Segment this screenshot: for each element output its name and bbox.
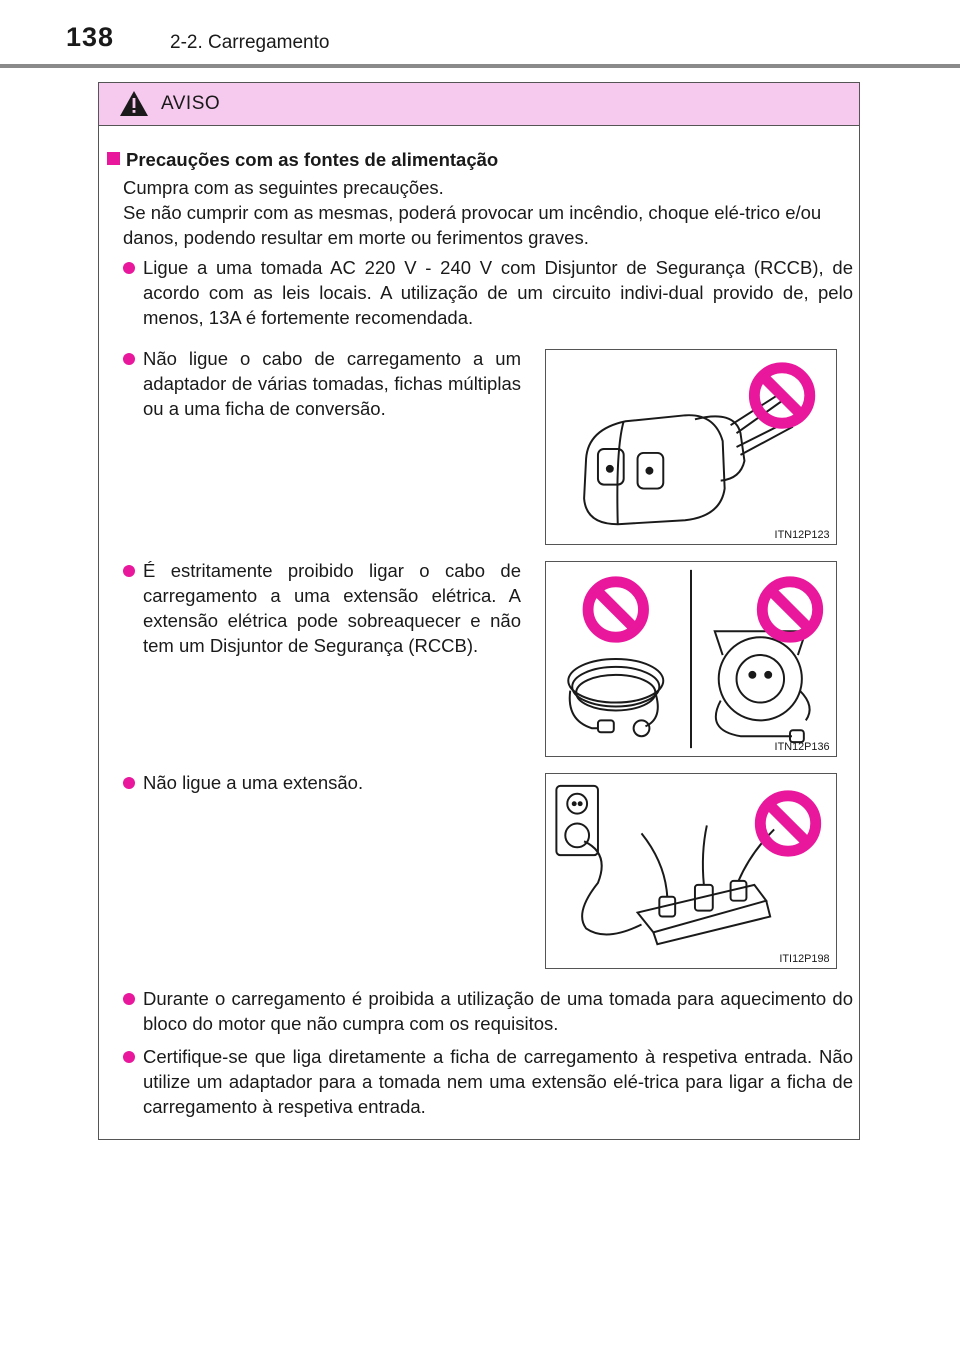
intro-line: Cumpra com as seguintes precauções.: [123, 177, 444, 198]
figure-extension-cord: [545, 561, 837, 757]
bullet-text: Não ligue a uma extensão.: [143, 772, 364, 793]
warning-heading: [107, 149, 498, 171]
warning-box: [98, 82, 860, 1140]
bullet-item: [123, 346, 521, 421]
bullet-text: Durante o carregamento é proibida a utilização de uma tomada para aquecimento do bloco do motor que não cumpra com os requisitos.: [143, 988, 853, 1034]
bullet-dot-icon: [123, 777, 135, 789]
figure-power-strip: [545, 773, 837, 969]
header-rule: [0, 64, 960, 68]
bullet-item: [123, 558, 521, 658]
bullet-dot-icon: [123, 262, 135, 274]
wall-outlet-power-strip-icon: [546, 774, 836, 968]
bullet-text: Ligue a uma tomada AC 220 V - 240 V com Disjuntor de Segurança (RCCB), de acordo com as leis locais. A utilização de um circuito indivi-dual provido de, pelo menos, 13A é fortemente recomendada.: [143, 257, 853, 328]
bullet-text: É estritamente proibido ligar o cabo de carregamento a uma extensão elétrica. A extensão elétrica pode sobreaquecer e não tem um Disjuntor de Segurança (RCCB).: [143, 560, 521, 656]
bullet-dot-icon: [123, 993, 135, 1005]
bullet-item: [123, 770, 521, 795]
bullet-dot-icon: [123, 565, 135, 577]
section-title: 2-2. Carregamento: [170, 32, 330, 53]
warning-triangle-icon: [119, 90, 149, 117]
bullet-item: [123, 1044, 853, 1119]
intro-line: Se não cumprir com as mesmas, poderá provocar um incêndio, choque elé-trico e/ou danos, podendo resultar em morte ou ferimentos graves.: [123, 202, 822, 248]
intro-text: [123, 175, 851, 250]
square-bullet-icon: [107, 152, 120, 165]
bullet-dot-icon: [123, 1051, 135, 1063]
figure-code: ITI12P198: [779, 953, 830, 966]
bullet-item: [123, 986, 853, 1036]
figure-code: ITN12P136: [774, 741, 830, 754]
page-number: 138: [66, 22, 115, 52]
figure-code: ITN12P123: [774, 529, 830, 542]
bullet-text: Certifique-se que liga diretamente a ficha de carregamento à respetiva entrada. Não utilize um adaptador para a tomada nem uma extensão elé-trica para ligar a ficha de carregamento à respetiva entrada.: [143, 1046, 853, 1117]
conversion-plug-adapter-icon: [546, 350, 836, 544]
extension-cord-and-reel-icon: [546, 562, 836, 756]
bullet-item: [123, 255, 853, 330]
figure-conversion-adapter: [545, 349, 837, 545]
warning-header: [99, 83, 859, 126]
warning-label: AVISO: [161, 93, 221, 114]
warning-heading-text: Precauções com as fontes de alimentação: [126, 149, 499, 170]
bullet-dot-icon: [123, 353, 135, 365]
bullet-text: Não ligue o cabo de carregamento a um adaptador de várias tomadas, fichas múltiplas ou a uma ficha de conversão.: [143, 348, 521, 419]
